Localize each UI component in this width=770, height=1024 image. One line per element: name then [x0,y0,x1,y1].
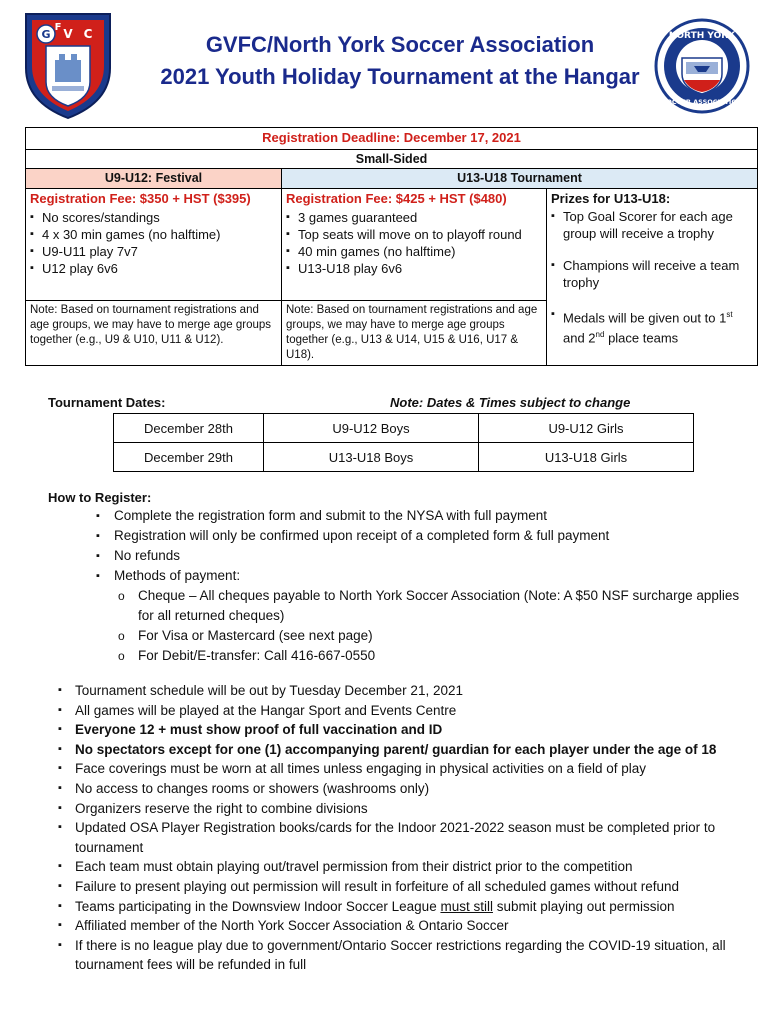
date-cell: December 28th [114,414,264,443]
girls-cell: U13-U18 Girls [479,443,694,472]
list-item: o For Debit/E-transfer: Call 416-667-0550 [118,646,746,666]
list-item: ▪ Face coverings must be worn at all times unless engaging in physical activities on a field of play [58,759,748,779]
list-item: ▪ No scores/standings [30,209,277,226]
payment-methods [96,586,746,666]
how-to-register-title: How to Register: [48,490,152,505]
list-item: ▪ Complete the registration form and submit to the NYSA with full payment [96,506,746,526]
boys-cell: U13-U18 Boys [264,443,479,472]
list-item: ▪ Registration will only be confirmed upon receipt of a completed form & full payment [96,526,746,546]
list-item: ▪ Organizers reserve the right to combine divisions [58,799,748,819]
list-item: ▪ Teams participating in the Downsview Indoor Soccer League must still submit playing out permission [58,897,748,917]
boys-cell: U9-U12 Boys [264,414,479,443]
dates-label: Tournament Dates: [48,395,166,410]
festival-header: U9-U12: Festival [26,169,282,189]
gvfc-logo [22,10,114,122]
prizes-title: Prizes for U13-U18: [551,191,671,206]
list-item: ▪ U12 play 6v6 [30,260,277,277]
page-subtitle: 2021 Youth Holiday Tournament at the Hangar [160,64,640,89]
girls-cell: U9-U12 Girls [479,414,694,443]
tournament-fee: Registration Fee: $425 + HST ($480) [286,191,507,206]
list-item: ▪ No access to changes rooms or showers (washrooms only) [58,779,748,799]
svg-text:F: F [54,22,62,33]
dates-note: Note: Dates & Times subject to change [390,395,631,410]
list-item: o For Visa or Mastercard (see next page) [118,626,746,646]
list-item: o Cheque – All cheques payable to North York Soccer Association (Note: A $50 NSF surcharge applies for all returned cheques) [118,586,746,626]
table-row [114,414,694,443]
list-item: ▪ Top Goal Scorer for each age group will receive a trophy [551,208,753,242]
registration-table [25,127,758,366]
list-item: ▪ U13-U18 play 6v6 [286,260,542,277]
svg-text:C: C [83,27,93,41]
list-item: ▪ 3 games guaranteed [286,209,542,226]
list-item: ▪ Champions will receive a team trophy [551,257,753,291]
dates-table [113,413,694,472]
tournament-details [282,189,547,301]
list-item: ▪ 4 x 30 min games (no halftime) [30,226,277,243]
list-item: ▪ No spectators except for one (1) accompanying parent/ guardian for each player under the age of 18 [58,740,748,760]
festival-fee: Registration Fee: $350 + HST ($395) [30,191,251,206]
list-item: ▪ Everyone 12 + must show proof of full vaccination and ID [58,720,748,740]
list-item: ▪ U9-U11 play 7v7 [30,243,277,260]
date-cell: December 29th [114,443,264,472]
tournament-header: U13-U18 Tournament [282,169,758,189]
list-item: ▪ All games will be played at the Hangar Sport and Events Centre [58,701,748,721]
list-item: ▪ Updated OSA Player Registration books/cards for the Indoor 2021-2022 season must be completed prior to tournament [58,818,748,857]
prizes-details [547,189,758,366]
list-item: ▪ Affiliated member of the North York Soccer Association & Ontario Soccer [58,916,748,936]
format-label: Small-Sided [26,150,758,169]
list-item: ▪ If there is no league play due to government/Ontario Soccer restrictions regarding the COVID-19 situation, all tournament fees will be refunded in full [58,936,748,975]
festival-note: Note: Based on tournament registrations and age groups, we may have to merge age groups together (e.g., U9 & U10, U11 & U12). [26,301,282,366]
svg-text:NORTH YORK: NORTH YORK [668,31,736,41]
list-item: ▪ No refunds [96,546,746,566]
how-to-register-list [96,506,746,666]
list-item: ▪ Failure to present playing out permission will result in forfeiture of all scheduled games without refund [58,877,748,897]
table-row [114,443,694,472]
info-list [58,681,748,975]
svg-text:V: V [63,27,73,41]
list-item: ▪ Top seats will move on to playoff round [286,226,542,243]
svg-text:G: G [41,28,51,41]
list-item: ▪ Methods of payment: [96,566,746,586]
list-item: ▪ Each team must obtain playing out/travel permission from their district prior to the competition [58,857,748,877]
list-item: ▪ 40 min games (no halftime) [286,243,542,260]
page-title: GVFC/North York Soccer Association [205,32,595,57]
tournament-note: Note: Based on tournament registrations and age groups, we may have to merge age groups together (e.g., U13 & U14, U15 & U16, U17 & U18). [282,301,547,366]
registration-deadline: Registration Deadline: December 17, 2021 [26,128,758,150]
festival-details [26,189,282,301]
list-item: ▪ Medals will be given out to 1st and 2nd place teams [551,306,753,347]
list-item: ▪ Tournament schedule will be out by Tuesday December 21, 2021 [58,681,748,701]
svg-text:SOCCER ASSOCIATION: SOCCER ASSOCIATION [661,98,743,106]
